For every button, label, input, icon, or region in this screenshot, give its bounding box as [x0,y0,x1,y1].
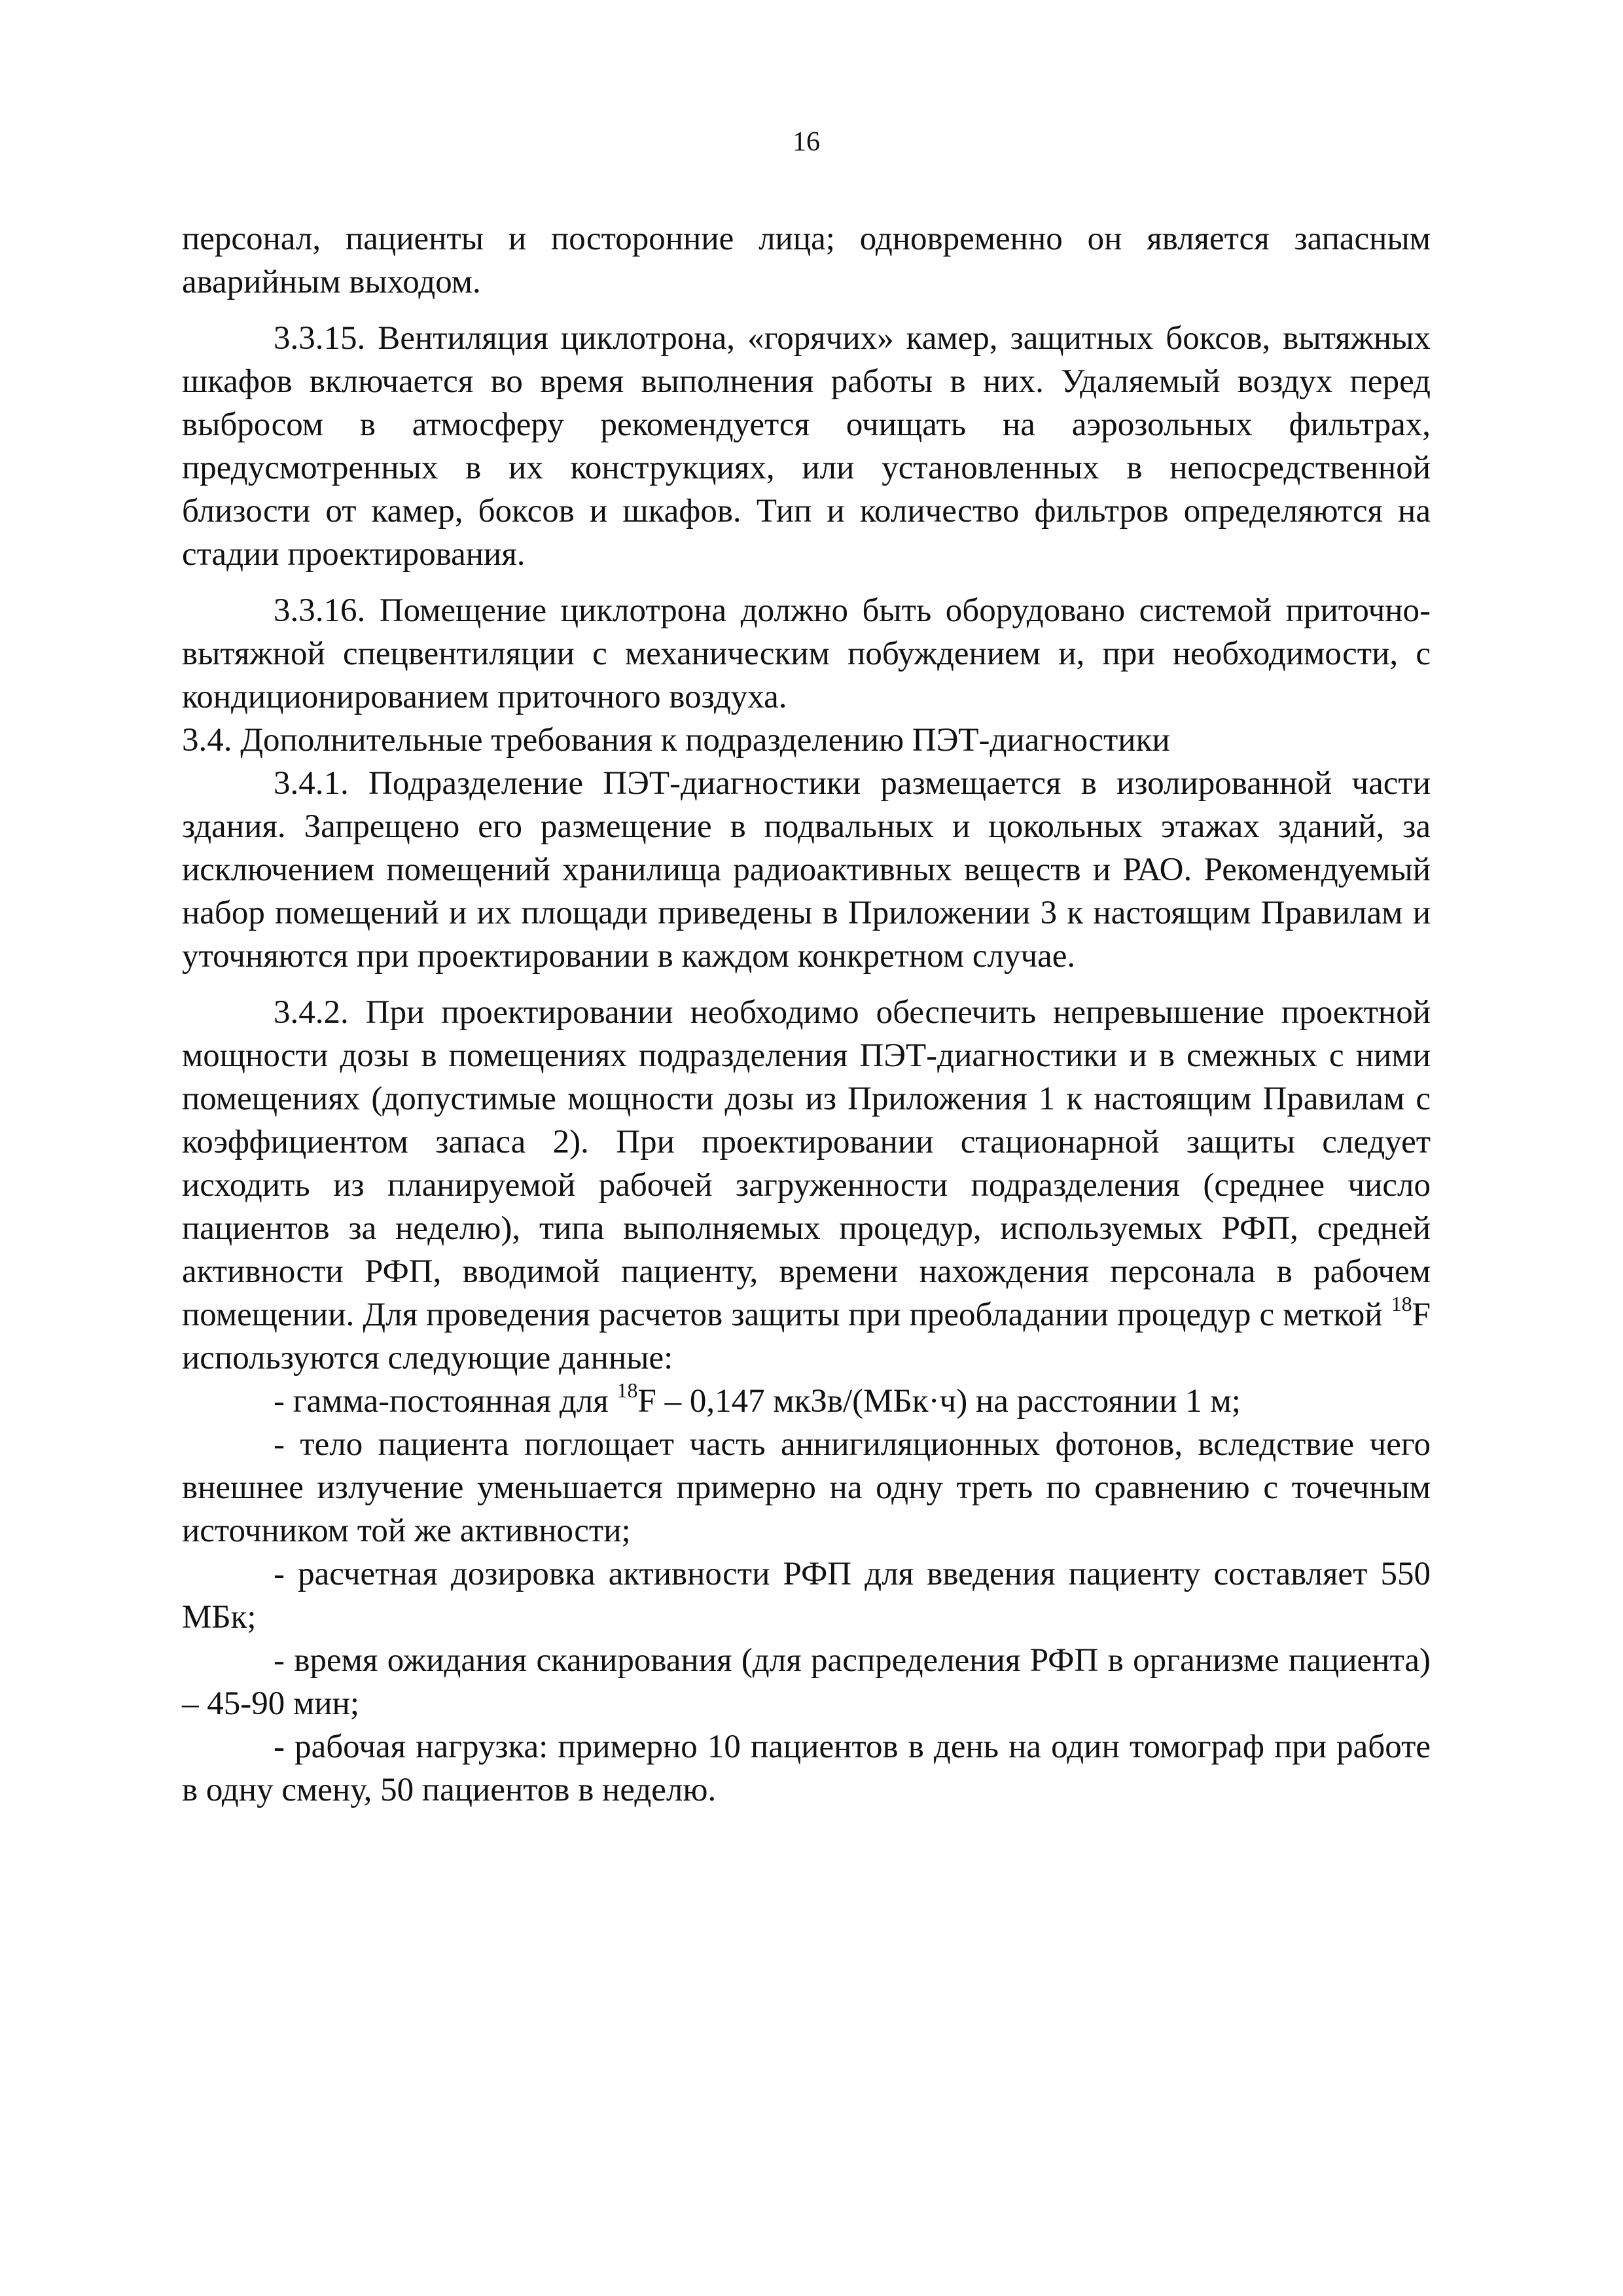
list-item-gamma-constant [182,1380,1431,1423]
list-item-dosage: - расчетная дозировка активности РФП для введения пациенту составляет 550 МБк; [182,1556,1431,1636]
paragraph-3-4-2-main: 3.4.2. При проектировании необходимо обеспечить непревышение проектной мощности дозы в помещениях подразделения ПЭТ-диагностики и в смежных с ними помещениях (допустимые мощности дозы из Приложения 1 к настоящим Правилам с коэффициентом запаса 2). При проектировании стационарной защиты следует исходить из планируемой рабочей загруженности подразделения (среднее число пациентов за неделю), типа выполняемых процедур, используемых РФП, средней активности РФП, вводимой пациенту, времени нахождения персонала в рабочем помещении. Для проведения расчетов защиты при преобладании процедур с меткой [182,994,1431,1333]
list-item-gamma-pre: - гамма-постоянная для [274,1383,617,1420]
paragraph-3-4-1: 3.4.1. Подразделение ПЭТ-диагностики размещается в изолированной части здания. Запрещено его размещение в подвальных и цокольных этажах зданий, за исключением помещений хранилища радиоактивных веществ и РАО. Рекомендуемый набор помещений и их площади приведены в Приложении 3 к настоящим Правилам и уточняются при проектировании в каждом конкретном случае. [182,765,1431,975]
document-page [182,0,1431,2296]
list-item-gamma-post: – 0,147 мкЗв/(МБк·ч) на расстоянии 1 м; [656,1383,1241,1420]
list-item-workload: - рабочая нагрузка: примерно 10 пациентов в день на один томограф при работе в одну смену, 50 пациентов в неделю. [182,1729,1431,1808]
paragraph-3-4-2 [182,991,1431,1380]
isotope-mass-number-2: 18 [616,1378,638,1402]
paragraph-3-4-2-tail: используются следующие данные: [182,1340,673,1376]
page-number: 16 [793,127,820,157]
paragraph-3-3-16: 3.3.16. Помещение циклотрона должно быть оборудовано системой приточно-вытяжной спецвентиляции с механическим побуждением и, при необходимости, с кондиционированием приточного воздуха. [182,592,1431,715]
paragraph-3-3-15: 3.3.15. Вентиляция циклотрона, «горячих» камер, защитных боксов, вытяжных шкафов включается во время выполнения работы в них. Удаляемый воздух перед выбросом в атмосферу рекомендуется очищать на аэрозольных фильтрах, предусмотренных в их конструкциях, или установленных в непосредственной близости от камер, боксов и шкафов. Тип и количество фильтров определяются на стадии проектирования. [182,320,1431,573]
isotope-symbol-2: F [637,1383,656,1420]
document-body [182,217,1431,1812]
section-heading-3-4: 3.4. Дополнительные требования к подразделению ПЭТ-диагностики [182,722,1170,759]
isotope-mass-number: 18 [1391,1292,1412,1316]
isotope-symbol: F [1412,1297,1431,1333]
paragraph-continued: персонал, пациенты и посторонние лица; одновременно он является запасным аварийным выходом. [182,221,1431,300]
list-item-wait-time: - время ожидания сканирования (для распределения РФП в организме пациента) – 45-90 мин; [182,1642,1431,1722]
list-item-patient-body: - тело пациента поглощает часть аннигиляционных фотонов, вследствие чего внешнее излучение уменьшается примерно на одну треть по сравнению с точечным источником той же активности; [182,1426,1431,1549]
